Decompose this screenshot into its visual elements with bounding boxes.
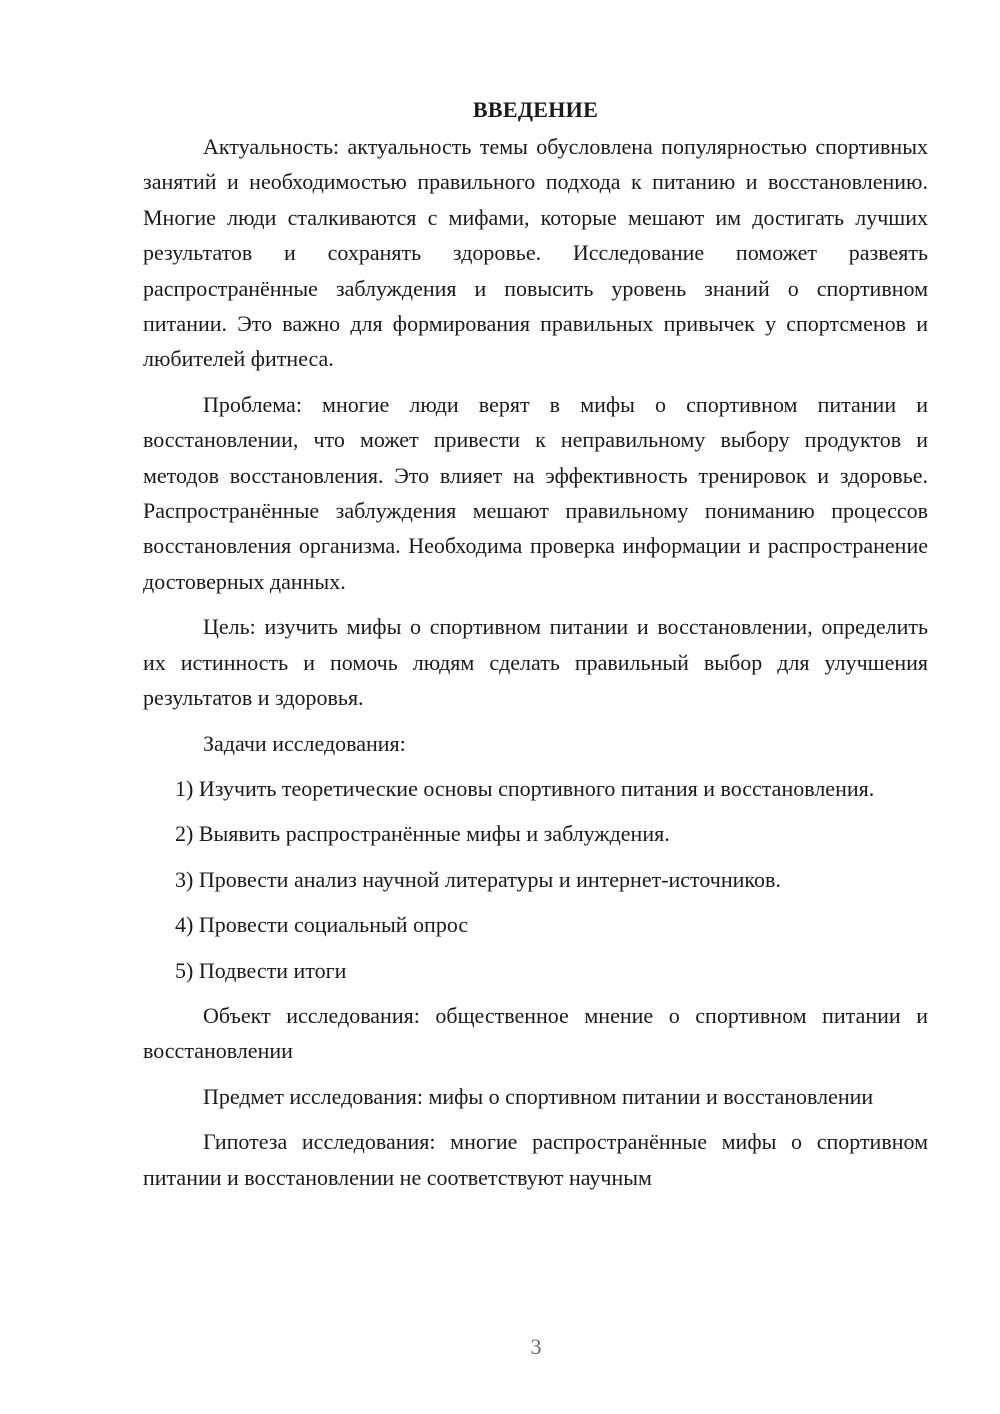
- task-item-1: 1) Изучить теоретические основы спортивного питания и восстановления.: [175, 775, 875, 801]
- tasks-heading: Задачи исследования:: [203, 730, 406, 756]
- paragraph-problem: Проблема: многие люди верят в мифы о спортивном питании и восстановлении, что может привести к неправильному выбору продуктов и методов восстановления. Это влияет на эффективность тренировок и здоровье. Распространённые заблуждения мешают правильному пониманию процессов восстановления организма. Необходима проверка информации и распространение достоверных данных.: [143, 391, 928, 594]
- paragraph-relevance: Актуальность: актуальность темы обусловлена популярностью спортивных занятий и необходимостью правильного подхода к питанию и восстановлению. Многие люди сталкиваются с мифами, которые мешают им достигать лучших результатов и сохранять здоровье. Исследование поможет развеять распространённые заблуждения и повысить уровень знаний о спортивном питании. Это важно для формирования правильных привычек у спортсменов и любителей фитнеса.: [143, 134, 928, 372]
- paragraph-goal: Цель: изучить мифы о спортивном питании и восстановлении, определить их истинность и помочь людям сделать правильный выбор для улучшения результатов и здоровья.: [143, 614, 928, 711]
- task-item-3: 3) Провести анализ научной литературы и интернет-источников.: [175, 866, 781, 892]
- paragraph-object: Объект исследования: общественное мнение о спортивном питании и восстановлении: [143, 1002, 928, 1064]
- page-title: ВВЕДЕНИЕ: [472, 97, 599, 122]
- paragraph-hypothesis: Гипотеза исследования: многие распространённые мифы о спортивном питании и восстановлении не соответствуют научным: [143, 1129, 928, 1190]
- task-item-5: 5) Подвести итоги: [175, 957, 347, 983]
- task-item-2: 2) Выявить распространённые мифы и заблуждения.: [175, 821, 670, 847]
- task-item-4: 4) Провести социальный опрос: [175, 912, 469, 938]
- paragraph-subject: Предмет исследования: мифы о спортивном питании и восстановлении: [203, 1083, 874, 1109]
- page-content: [143, 95, 928, 1195]
- page-number: 3: [530, 1334, 542, 1359]
